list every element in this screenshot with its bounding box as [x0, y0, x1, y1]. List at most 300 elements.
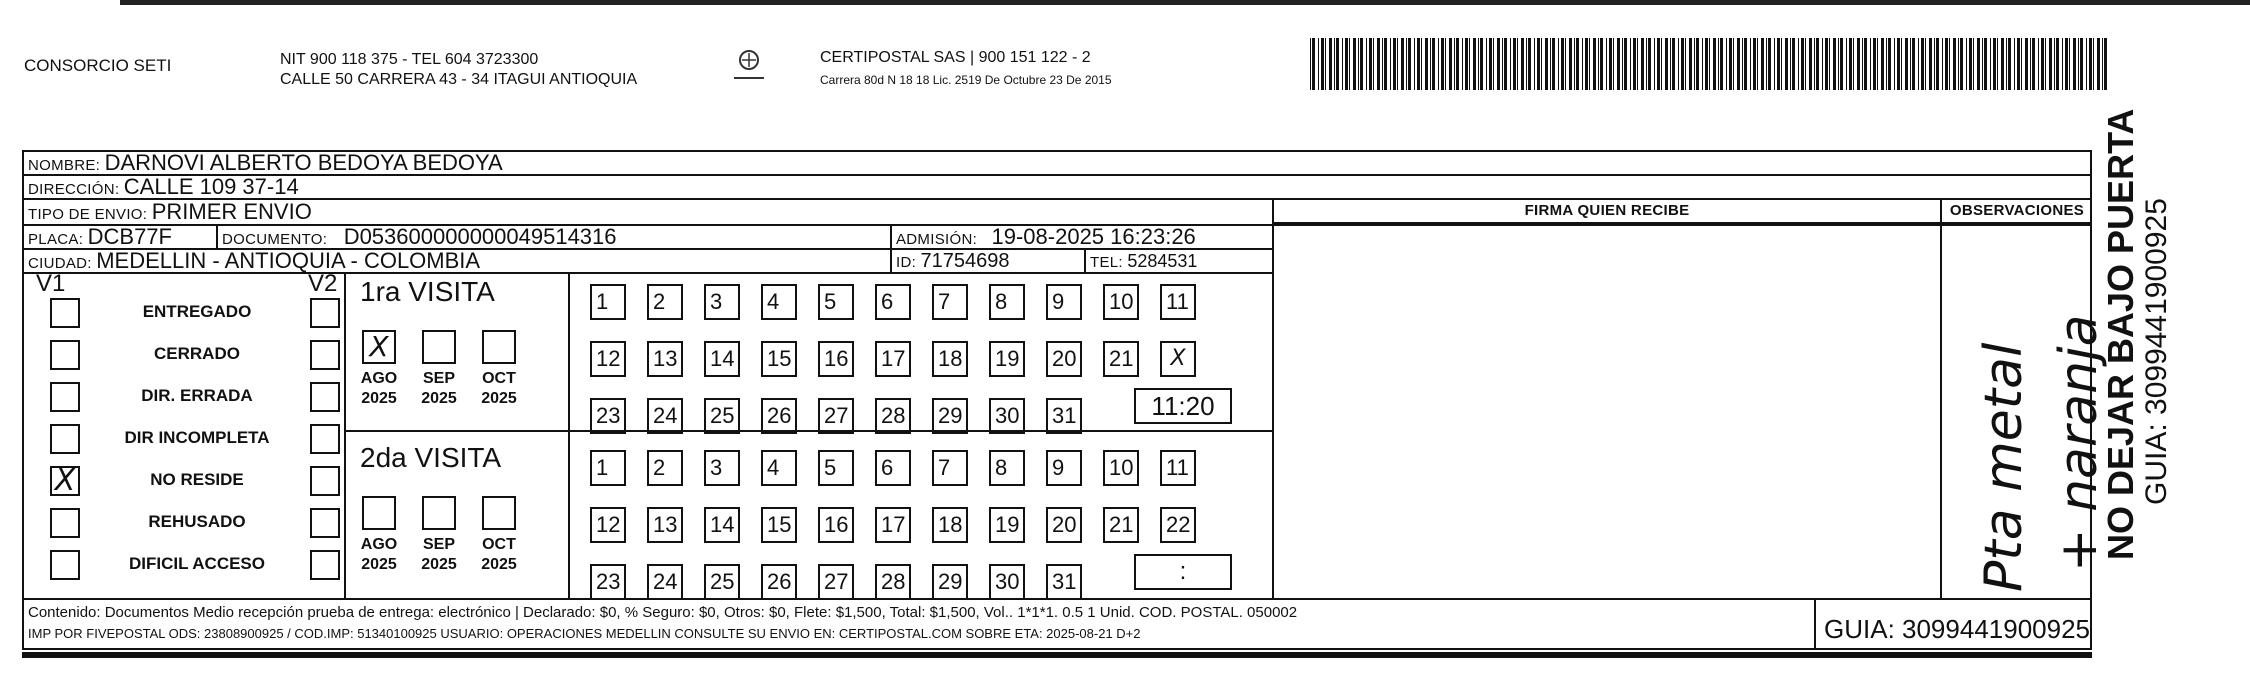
barcode-bar [1886, 38, 1887, 90]
barcode-bar [1825, 38, 1828, 90]
visit-month-label: OCT [482, 370, 516, 387]
barcode-bar [1510, 38, 1511, 90]
barcode-bar [2104, 38, 2107, 90]
barcode-bar [2014, 38, 2015, 90]
barcode-bar [1905, 38, 1908, 90]
top-border [0, 0, 2250, 5]
status-option-label: DIFICIL ACCESO [128, 554, 265, 573]
barcode-bar [1846, 38, 1847, 90]
barcode-bar [1864, 38, 1867, 90]
barcode-bar [1726, 38, 1727, 90]
day-box[interactable]: 17 [875, 341, 911, 377]
barcode-bar [1421, 38, 1422, 90]
day-box[interactable]: 6 [875, 284, 911, 320]
second-visit-time[interactable]: : [1134, 554, 1232, 590]
barcode-bar [1737, 38, 1740, 90]
first-visit-title: 1ra VISITA [360, 276, 495, 307]
certipostal-logo-icon [730, 46, 768, 84]
day-box[interactable]: 26 [761, 398, 797, 434]
barcode-bar [1366, 38, 1367, 90]
barcode-bar [2086, 38, 2087, 90]
barcode-bar [1393, 38, 1396, 90]
barcode-bar [1342, 38, 1343, 90]
barcode-bar [1358, 38, 1359, 90]
barcode-bar [1585, 38, 1588, 90]
barcode-bar [1973, 38, 1974, 90]
barcode-bar [1390, 38, 1391, 90]
barcode-bar [1777, 38, 1780, 90]
barcode-bar [1768, 38, 1771, 90]
barcode-bar [1665, 38, 1668, 90]
barcode-bar [2065, 38, 2068, 90]
v1-checkbox[interactable] [50, 550, 80, 580]
day-box[interactable]: 15 [761, 507, 797, 543]
visit-month-checkbox[interactable] [482, 496, 516, 530]
day-box[interactable]: 30 [989, 398, 1025, 434]
day-box[interactable]: 18 [932, 341, 968, 377]
barcode-bar [1833, 38, 1836, 90]
barcode-bar [1925, 38, 1926, 90]
carrier-line: CERTIPOSTAL SAS | 900 151 122 - 2 [820, 49, 1091, 66]
visit-year-label: 2025 [421, 390, 457, 407]
day-box[interactable]: 16 [818, 341, 854, 377]
barcode-bar [1504, 38, 1507, 90]
day-box[interactable]: 3 [704, 450, 740, 486]
barcode-bar [1757, 38, 1758, 90]
ciudad-label: CIUDAD: [28, 255, 92, 272]
barcode-bar [1670, 38, 1671, 90]
visit-month-checkbox[interactable] [362, 496, 396, 530]
barcode-bar [2032, 38, 2035, 90]
barcode-bar [2093, 38, 2094, 90]
barcode-bar [1733, 38, 1734, 90]
nit-line: NIT 900 118 375 - TEL 604 3723300 [280, 51, 539, 68]
barcode-bar [1552, 38, 1555, 90]
barcode-bar [1805, 38, 1806, 90]
status-option-label: DIR INCOMPLETA [124, 428, 270, 447]
barcode-bar [1469, 38, 1470, 90]
barcode-bar [1897, 38, 1900, 90]
signature-area[interactable] [1276, 226, 1938, 596]
firma-header: FIRMA QUIEN RECIBE [1524, 202, 1690, 219]
id-label: ID: [896, 254, 917, 271]
v1-checkbox[interactable] [50, 298, 80, 328]
barcode-bar [1397, 38, 1398, 90]
status-option-label: CERRADO [154, 344, 240, 363]
barcode-bar [2049, 38, 2052, 90]
barcode-bar [1918, 38, 1919, 90]
day-box[interactable]: 26 [761, 564, 797, 600]
barcode-bar [1462, 38, 1463, 90]
day-box[interactable]: 23 [590, 398, 626, 434]
barcode-bar [1569, 38, 1572, 90]
day-box[interactable]: 29 [932, 564, 968, 600]
day-box[interactable]: X [1160, 341, 1196, 377]
day-box[interactable]: 31 [1046, 398, 1082, 434]
barcode-bar [1838, 38, 1839, 90]
barcode-bar [1624, 38, 1627, 90]
day-box[interactable]: 19 [989, 341, 1025, 377]
v2-checkbox[interactable] [310, 298, 340, 328]
visit-month-checkbox[interactable] [482, 330, 516, 364]
barcode-bar [2078, 38, 2079, 90]
barcode-bar [1785, 38, 1788, 90]
observaciones-header: OBSERVACIONES [1949, 202, 2085, 219]
barcode-bar [1401, 38, 1404, 90]
day-box[interactable]: 28 [875, 564, 911, 600]
barcode-bar [1742, 38, 1743, 90]
barcode-bar [1822, 38, 1823, 90]
barcode-bar [1489, 38, 1492, 90]
barcode-bar [1598, 38, 1599, 90]
visit-year-label: 2025 [361, 390, 397, 407]
barcode-bar [1541, 38, 1542, 90]
barcode-bar [1633, 38, 1636, 90]
barcode-bar [1720, 38, 1723, 90]
barcode-bar [2001, 38, 2004, 90]
id-value: 71754698 [920, 250, 1010, 272]
day-box[interactable]: 7 [932, 284, 968, 320]
barcode-bar [1678, 38, 1679, 90]
day-box[interactable]: 13 [647, 341, 683, 377]
day-box[interactable]: 29 [932, 398, 968, 434]
day-box[interactable]: 5 [818, 284, 854, 320]
barcode-bar [2073, 38, 2076, 90]
day-box[interactable]: 11 [1160, 284, 1196, 320]
barcode-bar [2008, 38, 2011, 90]
barcode-bar [1798, 38, 1799, 90]
day-box[interactable]: 18 [932, 507, 968, 543]
barcode-bar [1750, 38, 1751, 90]
day-box[interactable]: 25 [704, 398, 740, 434]
day-box[interactable]: 17 [875, 507, 911, 543]
barcode-bar [1325, 38, 1326, 90]
v2-checkbox[interactable] [310, 340, 340, 370]
barcode-bar [1910, 38, 1911, 90]
barcode-bar [1729, 38, 1732, 90]
barcode-bar [1877, 38, 1878, 90]
tipo-value: PRIMER ENVIO [151, 199, 312, 224]
day-box[interactable]: 13 [647, 507, 683, 543]
barcode-bar [1329, 38, 1332, 90]
documento-value: D053600000000049514316 [343, 224, 617, 249]
barcode-bar [1310, 38, 1311, 90]
barcode-bar [1473, 38, 1476, 90]
barcode-bar [1942, 38, 1943, 90]
barcode-bar [1646, 38, 1647, 90]
barcode-bar [1934, 38, 1935, 90]
barcode-bar [1606, 38, 1607, 90]
status-option-label: REHUSADO [148, 512, 246, 531]
day-box[interactable]: 24 [647, 564, 683, 600]
day-box[interactable]: 21 [1103, 341, 1139, 377]
carrier-sub: Carrera 80d N 18 18 Lic. 2519 De Octubre 23 De 2015 [820, 73, 1112, 87]
day-box[interactable]: 14 [704, 507, 740, 543]
barcode-bar [1814, 38, 1815, 90]
barcode-bar [2006, 38, 2007, 90]
visit-month-checkbox[interactable] [422, 330, 456, 364]
v1-checkbox[interactable] [50, 463, 80, 498]
barcode-bar [1997, 38, 1998, 90]
visit-month-label: AGO [360, 370, 398, 387]
barcode-bar [1689, 38, 1692, 90]
barcode-bar [1853, 38, 1854, 90]
barcode-bar [1953, 38, 1956, 90]
day-box[interactable]: 9 [1046, 284, 1082, 320]
barcode-bar [1849, 38, 1852, 90]
day-box[interactable]: 10 [1103, 284, 1139, 320]
barcode-bar [1990, 38, 1991, 90]
barcode-bar [1857, 38, 1860, 90]
barcode-bar [1945, 38, 1948, 90]
barcode-bar [1630, 38, 1631, 90]
barcode-bar [1517, 38, 1518, 90]
visit-month-label: AGO [360, 536, 398, 553]
barcode-bar [1406, 38, 1407, 90]
day-box[interactable]: 23 [590, 564, 626, 600]
barcode-bar [1870, 38, 1871, 90]
company-name: CONSORCIO SETI [24, 56, 172, 75]
barcode-bar [2056, 38, 2059, 90]
day-box[interactable]: 6 [875, 450, 911, 486]
barcode [1310, 38, 2110, 90]
barcode-bar [1960, 38, 1963, 90]
barcode-bar [2054, 38, 2055, 90]
visit-month-label: OCT [482, 536, 516, 553]
bottom-border [22, 652, 2092, 658]
barcode-bar [2080, 38, 2083, 90]
barcode-bar [1478, 38, 1479, 90]
barcode-bar [1617, 38, 1620, 90]
day-box[interactable]: 12 [590, 507, 626, 543]
direccion-label: DIRECCIÓN: [28, 181, 120, 198]
barcode-bar [1521, 38, 1524, 90]
day-box[interactable]: 11 [1160, 450, 1196, 486]
v2-checkbox[interactable] [310, 424, 340, 454]
barcode-bar [1790, 38, 1791, 90]
barcode-bar [1513, 38, 1516, 90]
barcode-bar [1334, 38, 1335, 90]
visit-year-label: 2025 [361, 556, 397, 573]
barcode-bar [1654, 38, 1655, 90]
barcode-bar [2045, 38, 2046, 90]
v1-checkbox[interactable] [50, 382, 80, 412]
barcode-bar [1373, 38, 1374, 90]
day-box[interactable]: 31 [1046, 564, 1082, 600]
documento-label: DOCUMENTO: [222, 231, 328, 248]
barcode-bar [1929, 38, 1932, 90]
tipo-label: TIPO DE ENVIO: [28, 206, 148, 223]
barcode-bar [1574, 38, 1575, 90]
barcode-bar [1977, 38, 1980, 90]
barcode-bar [1622, 38, 1623, 90]
day-box[interactable]: 7 [932, 450, 968, 486]
day-box[interactable]: 4 [761, 450, 797, 486]
day-box[interactable]: 30 [989, 564, 1025, 600]
barcode-bar [1550, 38, 1551, 90]
barcode-bar [1382, 38, 1383, 90]
barcode-bar [1982, 38, 1983, 90]
visit-year-label: 2025 [481, 556, 517, 573]
barcode-bar [1384, 38, 1387, 90]
barcode-bar [1894, 38, 1895, 90]
barcode-bar [1537, 38, 1540, 90]
barcode-bar [2038, 38, 2039, 90]
barcode-bar [1545, 38, 1548, 90]
barcode-bar [1761, 38, 1764, 90]
day-box[interactable]: 4 [761, 284, 797, 320]
day-box[interactable]: 1 [590, 450, 626, 486]
barcode-bar [1809, 38, 1812, 90]
nombre-label: NOMBRE: [28, 157, 101, 174]
barcode-bar [1901, 38, 1902, 90]
barcode-bar [1369, 38, 1372, 90]
barcode-bar [1353, 38, 1356, 90]
visit-year-label: 2025 [481, 390, 517, 407]
day-box[interactable]: 2 [647, 284, 683, 320]
barcode-bar [1441, 38, 1444, 90]
v1-checkbox[interactable] [50, 508, 80, 538]
barcode-bar [1486, 38, 1487, 90]
barcode-bar [1318, 38, 1319, 90]
day-box[interactable]: 27 [818, 398, 854, 434]
barcode-bar [1600, 38, 1603, 90]
barcode-bar [1445, 38, 1446, 90]
barcode-bar [1321, 38, 1324, 90]
barcode-bar [1685, 38, 1686, 90]
v2-checkbox[interactable] [310, 466, 340, 496]
v2-checkbox[interactable] [310, 550, 340, 580]
day-box[interactable]: 2 [647, 450, 683, 486]
direccion-value: CALLE 109 37-14 [123, 174, 299, 199]
v2-checkbox[interactable] [310, 508, 340, 538]
day-box[interactable]: 10 [1103, 450, 1139, 486]
day-box[interactable]: 12 [590, 341, 626, 377]
barcode-bar [1456, 38, 1459, 90]
barcode-bar [1465, 38, 1468, 90]
barcode-bar [1816, 38, 1819, 90]
barcode-bar [1969, 38, 1972, 90]
day-box[interactable]: 5 [818, 450, 854, 486]
barcode-bar [1718, 38, 1719, 90]
barcode-bar [1589, 38, 1590, 90]
barcode-bar [2102, 38, 2103, 90]
barcode-bar [1921, 38, 1924, 90]
day-box[interactable]: 28 [875, 398, 911, 434]
day-box[interactable]: 25 [704, 564, 740, 600]
barcode-bar [1694, 38, 1695, 90]
check-mark: X [54, 463, 76, 498]
day-box[interactable]: 19 [989, 507, 1025, 543]
day-box[interactable]: 20 [1046, 341, 1082, 377]
barcode-bar [2041, 38, 2044, 90]
barcode-bar [1672, 38, 1675, 90]
barcode-bar [1430, 38, 1431, 90]
day-box[interactable]: 14 [704, 341, 740, 377]
day-box[interactable]: 8 [989, 450, 1025, 486]
barcode-bar [1497, 38, 1500, 90]
barcode-bar [2062, 38, 2063, 90]
barcode-bar [1753, 38, 1756, 90]
barcode-bar [2089, 38, 2092, 90]
barcode-bar [1360, 38, 1363, 90]
day-box[interactable]: 20 [1046, 507, 1082, 543]
barcode-bar [1949, 38, 1950, 90]
barcode-bar [1345, 38, 1348, 90]
status-option-label: DIR. ERRADA [141, 386, 253, 405]
admision-value: 19-08-2025 16:23:26 [991, 224, 1196, 249]
barcode-bar [2069, 38, 2070, 90]
placa-label: PLACA: [28, 231, 84, 248]
footer-guia: GUIA: 3099441900925 [1824, 614, 2090, 644]
day-box[interactable]: 22 [1160, 507, 1196, 543]
barcode-bar [1888, 38, 1891, 90]
v1-checkbox[interactable] [50, 424, 80, 454]
barcode-bar [1657, 38, 1660, 90]
day-box[interactable]: 9 [1046, 450, 1082, 486]
barcode-bar [1561, 38, 1564, 90]
barcode-bar [1936, 38, 1939, 90]
barcode-bar [1408, 38, 1411, 90]
address-line: CALLE 50 CARRERA 43 - 34 ITAGUI ANTIOQUIA [280, 71, 638, 88]
barcode-bar [1613, 38, 1614, 90]
barcode-bar [1774, 38, 1775, 90]
visit-month-checkbox[interactable] [422, 496, 456, 530]
barcode-bar [1661, 38, 1662, 90]
barcode-bar [1417, 38, 1420, 90]
barcode-bar [1792, 38, 1795, 90]
barcode-bar [1881, 38, 1884, 90]
day-box[interactable]: 27 [818, 564, 854, 600]
day-box[interactable]: 15 [761, 341, 797, 377]
barcode-bar [1713, 38, 1716, 90]
visit-month-checkbox[interactable] [362, 330, 396, 364]
day-box[interactable]: 16 [818, 507, 854, 543]
barcode-bar [1312, 38, 1315, 90]
barcode-bar [1681, 38, 1684, 90]
ciudad-value: MEDELLIN - ANTIOQUIA - COLOMBIA [96, 248, 481, 273]
admision-label: ADMISIÓN: [896, 231, 978, 248]
barcode-bar [2021, 38, 2022, 90]
day-box[interactable]: 24 [647, 398, 683, 434]
visit-month-label: SEP [422, 370, 455, 387]
day-box[interactable]: 3 [704, 284, 740, 320]
barcode-bar [1862, 38, 1863, 90]
day-box[interactable]: 8 [989, 284, 1025, 320]
barcode-bar [1534, 38, 1535, 90]
barcode-bar [2025, 38, 2028, 90]
barcode-bar [1958, 38, 1959, 90]
barcode-bar [1528, 38, 1531, 90]
barcode-bar [1801, 38, 1804, 90]
day-box[interactable]: 1 [590, 284, 626, 320]
barcode-bar [1377, 38, 1380, 90]
barcode-bar [1336, 38, 1339, 90]
v1-label: V1 [36, 270, 66, 297]
barcode-bar [1709, 38, 1710, 90]
barcode-bar [1873, 38, 1876, 90]
barcode-bar [1349, 38, 1350, 90]
barcode-bar [2030, 38, 2031, 90]
first-visit-time[interactable]: 11:20 [1134, 388, 1232, 424]
barcode-bar [2017, 38, 2020, 90]
day-box[interactable]: 21 [1103, 507, 1139, 543]
barcode-bar [1582, 38, 1583, 90]
v2-checkbox[interactable] [310, 382, 340, 412]
barcode-bar [1781, 38, 1782, 90]
barcode-bar [1414, 38, 1415, 90]
v1-checkbox[interactable] [50, 340, 80, 370]
